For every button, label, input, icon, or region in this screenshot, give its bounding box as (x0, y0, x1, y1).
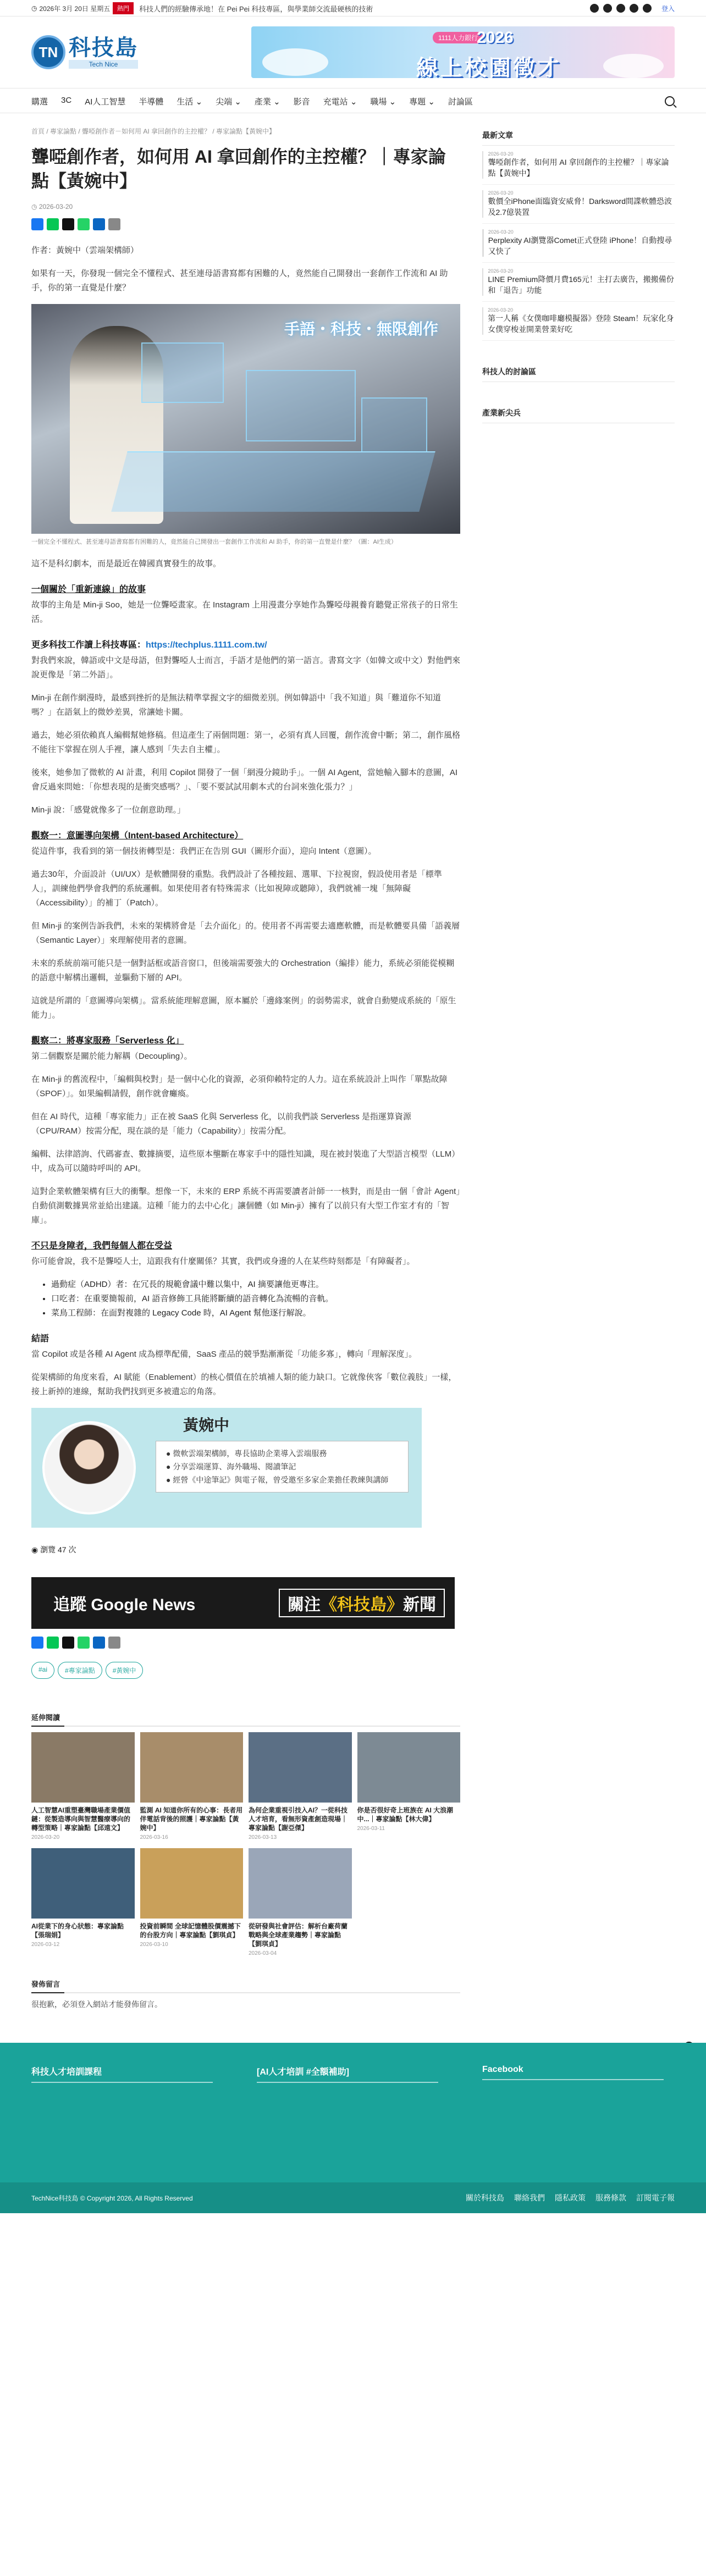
latest-item[interactable] (482, 224, 675, 263)
nav-item[interactable]: 討論區 (448, 97, 473, 107)
latest-date: 2026-03-20 (488, 268, 514, 274)
nav-item[interactable]: 生活 ⌄ (176, 97, 203, 107)
date-display: ◷ 2026年 3月 20日 星期五 (31, 4, 111, 13)
youtube-icon[interactable] (616, 4, 625, 13)
list-item: • 過動症（ADHD）者：在冗長的規範會議中難以集中，AI 摘要讓他更專注。 (51, 1278, 460, 1292)
instagram-icon[interactable] (603, 4, 612, 13)
author-bio: ● 微軟雲端架構師，專長協助企業導入雲端服務 ● 分享雲端運算、海外職場、閱讀筆記 ● 經營《中途筆記》與電子報，曾受邀至多家企業擔任教練與講師 (156, 1441, 409, 1492)
copy-link-icon[interactable] (108, 1637, 120, 1649)
related-date: 2026-03-16 (140, 1834, 168, 1840)
related-thumbnail[interactable] (31, 1732, 135, 1803)
related-date: 2026-03-13 (249, 1834, 277, 1840)
related-date: 2026-03-20 (31, 1834, 60, 1840)
related-title-text[interactable]: 人工智慧AI重塑臺灣職場產業價值鏈：從製造導向與智慧醫療導向的轉型策略｜專家論點【邱遠文】 (31, 1806, 131, 1832)
nav-item[interactable]: 產業 ⌄ (254, 97, 280, 107)
paragraph: 這就是所謂的「意圖導向架構」。當系統能理解意圖，原本屬於「邊緣案例」的弱勢需求，就會自動變成系統的「原生能力」。 (31, 996, 456, 1020)
paragraph: 你可能會說，我不是聾啞人士，這跟我有什麼關係？其實，我們或身邊的人在某些時刻都是「有障礙者」。 (31, 1257, 415, 1266)
related-card[interactable] (140, 1848, 244, 1956)
tag[interactable]: #黃婉中 (106, 1662, 144, 1679)
paragraph: 第二個觀察是關於能力解耦（Decoupling）。 (31, 1052, 192, 1061)
paragraph: 未來的系統前端可能只是一個對話框或語音窗口，但後端需要強大的 Orchestration（編排）能力，系統必須能從模糊的語意中解構出邏輯，並驅動下層的 API。 (31, 959, 455, 982)
related-thumbnail[interactable] (140, 1848, 244, 1919)
section-heading: 觀察一：意圖導向架構（Intent-based Architecture） (31, 831, 244, 841)
facebook-icon[interactable] (590, 4, 599, 13)
related-title-text[interactable]: 監測 AI 知道你所有的心事：長者用伴電話背後的照護｜專家論點【黃婉中】 (140, 1806, 243, 1832)
paragraph: Min-ji 在創作網漫時，最感到挫折的是無法精準掌握文字的細微差別。例如韓語中「我不知道」與「難道你不知道嗎？」在語氣上的微妙差異，常讓她卡關。 (31, 693, 442, 717)
hero-image-text: 手語・科技・無限創作 (284, 320, 438, 338)
banner-title: 線上校園徵才 (416, 56, 561, 78)
paragraph: Min-ji 說：「感覺就像多了一位創意助理。」 (31, 805, 185, 815)
author-avatar (42, 1421, 136, 1514)
related-date: 2026-03-10 (140, 1942, 168, 1948)
latest-date: 2026-03-20 (488, 229, 514, 235)
related-date: 2026-03-04 (249, 1950, 277, 1956)
list-item: • 菜鳥工程師：在面對複雜的 Legacy Code 時，AI Agent 幫他逐行解說。 (51, 1306, 460, 1320)
related-thumbnail[interactable] (249, 1732, 352, 1803)
author-name: 黃婉中 (183, 1417, 230, 1434)
image-caption: 一個完全不懂程式、甚至連母語書寫都有困難的人，竟然能自己開發出一套創作工作流和 AI 助手，你的第一直覺是什麼？（圖：AI生成） (31, 539, 397, 545)
paragraph: 過去30年，介面設計（UI/UX）是軟體開發的重點。我們設計了各種按鈕、選單、下拉視窗，假設使用者是「標準人」，訓練他們學會我們的系統邏輯。如果使用者有特殊需求（比如視障或聽障），我們就補一塊「無障礙（Accessibility）」的補丁（Patch）。 (31, 870, 442, 908)
footer-col-title[interactable]: 科技人才培訓課程 (31, 2065, 213, 2083)
author-card (31, 1408, 422, 1528)
nav-list (31, 96, 473, 107)
footer-link[interactable]: 隱私政策 (555, 2193, 586, 2202)
related-card[interactable] (140, 1732, 244, 1840)
nav-item[interactable]: 專題 ⌄ (409, 97, 435, 107)
section-heading: 不只是身障者，我們每個人都在受益 (31, 1241, 173, 1251)
tag[interactable]: #專家論點 (58, 1662, 102, 1679)
paragraph: 這對企業軟體架構有巨大的衝擊。想像一下，未來的 ERP 系統不再需要讀者計師一一核對，而是由一個「會計 Agent」自動偵測數據異常並給出建議。這種「能力的去中心化」讓個體（如 Min-ji）擁有了以前只有大型工作室才有的「智庫」。 (31, 1187, 460, 1225)
linkedin-share-icon[interactable] (93, 218, 105, 230)
hero-image (31, 304, 460, 534)
footer-col-title[interactable]: [AI人才培訓 #全額補助] (257, 2065, 438, 2083)
banner-sponsor: 1111人力銀行 (433, 32, 483, 43)
related-card[interactable] (249, 1848, 352, 1956)
related-card[interactable] (249, 1732, 352, 1840)
bullet-list (51, 1278, 460, 1320)
line-share-icon[interactable] (47, 1637, 59, 1649)
paragraph: 過去，她必須依賴真人編輯幫她修稿。但這產生了兩個問題：第一，必須有真人回覆，創作流會中斷；第二，創作風格不能往下掌握在別人手裡，讓人感到「失去自主權」。 (31, 731, 461, 754)
related-date: 2026-03-12 (31, 1942, 60, 1948)
promo-heading: 更多科技工作讀上科技專區：https://techplus.1111.com.tw/ (31, 640, 267, 650)
author-line: 作者：黃婉中（雲端架構師） (31, 246, 139, 255)
related-title-text[interactable]: 為何企業重視引技入AI？一從科技人才培育，看無形資產創造現場｜專家論點【謝亞傑】 (249, 1806, 348, 1832)
top-bar (0, 0, 706, 16)
latest-title-text[interactable]: 聾啞創作者，如何用 AI 拿回創作的主控權？｜專家論點【黃婉中】 (488, 158, 669, 178)
logo-name: 科技島 (69, 36, 138, 60)
main-nav (0, 88, 706, 113)
latest-title: 最新文章 (482, 119, 675, 146)
section-heading: 一個關於「重新連線」的故事 (31, 585, 146, 594)
google-news-banner[interactable]: 追蹤 Google News 關注《科技島》新聞 (31, 1577, 455, 1629)
news-ticker[interactable]: 科技人們的經驗傳承地！在 Pei Pei 科技專區，與學業師交流最硬核的技術 (139, 4, 373, 13)
login-link[interactable]: 登入 (661, 4, 675, 13)
nav-item[interactable]: 尖端 ⌄ (216, 97, 241, 107)
line-icon[interactable] (630, 4, 638, 13)
footer-links (466, 2192, 675, 2203)
whatsapp-share-icon[interactable] (78, 1637, 90, 1649)
nav-item[interactable]: 影音 (293, 97, 310, 107)
article-title: 聾啞創作者，如何用 AI 拿回創作的主控權？｜專家論點【黃婉中】 (31, 147, 446, 191)
hot-label: 熱門 (113, 2, 134, 14)
eye-icon: ◉ (31, 1545, 38, 1554)
related-title-text[interactable]: 投資前瞬間 全球記憶體股價震撼下的台股方向｜專家論點【劉琪貞】 (140, 1922, 241, 1939)
banner-year: 2026 (477, 29, 514, 47)
paragraph: 從架構師的角度來看，AI 賦能（Enablement）的核心價值在於填補人類的能力缺口。它就像俠客「數位義肢」一樣，接上新掉的連線，幫助我們找到更多被遺忘的角落。 (31, 1373, 457, 1396)
paragraph: 後來，她參加了微軟的 AI 計畫，利用 Copilot 開發了一個「網漫分鏡助手」。一個 AI Agent，當她輸入腳本的意圖，AI 會反過來問她：「你想表現的是衝突感嗎？」、「要不要試試用劇本式的台詞來強化張力？」 (31, 768, 458, 792)
latest-title-text[interactable]: LINE Premium降價月費165元！主打去廣告，搬搬備份和「退告」功能 (488, 275, 674, 295)
related-card[interactable] (31, 1732, 135, 1840)
latest-item[interactable] (482, 302, 675, 341)
linkedin-share-icon[interactable] (93, 1637, 105, 1649)
latest-item[interactable] (482, 185, 675, 224)
facebook-share-icon[interactable] (31, 218, 43, 230)
discussion-title: 科技人的討論區 (482, 355, 675, 382)
ad-banner[interactable] (251, 26, 675, 78)
paragraph-intro: 如果有一天，你發現一個完全不懂程式、甚至連母語書寫都有困難的人，竟然能自己開發出一套創作工作流和 AI 助手，你的第一直覺是什麼？ (31, 269, 448, 292)
industry-title: 產業新尖兵 (482, 396, 675, 423)
latest-list (482, 146, 675, 341)
related-card[interactable] (357, 1732, 461, 1840)
footer-link[interactable]: 關於科技島 (466, 2193, 504, 2202)
paragraph: 編輯、法律諮詢、代碼審查、數據摘要，這些原本壟斷在專家手中的隱性知識，現在被封裝進了大型語言模型（LLM）中，成為可以隨時呼叫的 API。 (31, 1149, 460, 1173)
nav-item[interactable]: 半導體 (139, 97, 164, 107)
line-share-icon[interactable] (47, 218, 59, 230)
tag-list (31, 1662, 460, 1679)
comments-title: 發佈留言 (31, 1978, 460, 1993)
logo-mark: TN (31, 35, 65, 69)
paragraph: 在 Min-ji 的舊流程中，「編輯與校對」是一個中心化的資源，必須仰賴特定的人力。這在系統設計上叫作「單點故障（SPOF）」。如果編輯請假，創作就會癱瘓。 (31, 1075, 448, 1098)
facebook-share-icon[interactable] (31, 1637, 43, 1649)
related-title-text[interactable]: 從研發與社會評估：解析台廠荷蘭戰略與全球產業趨勢｜專家論點【劉琪貞】 (249, 1922, 348, 1948)
x-share-icon[interactable] (62, 218, 74, 230)
logo-tagline: Tech Nice (69, 60, 138, 69)
search-icon[interactable] (665, 96, 675, 106)
related-thumbnail[interactable] (140, 1732, 244, 1803)
nav-item[interactable]: 3C (61, 95, 72, 105)
paragraph: 當 Copilot 或是各種 AI Agent 成為標準配備，SaaS 產品的競爭點漸漸從「功能多寡」，轉向「理解深度」。 (31, 1350, 417, 1359)
paragraph: 這不是科幻劇本，而是最近在韓國真實發生的故事。 (31, 559, 222, 568)
latest-date: 2026-03-20 (488, 151, 514, 157)
paragraph: 從這件事，我看到的第一個技術轉型是：我們正在告別 GUI（圖形介面），迎向 Intent（意圖）。 (31, 847, 377, 856)
copy-link-icon[interactable] (108, 218, 120, 230)
related-card[interactable] (31, 1848, 135, 1956)
related-title-text[interactable]: AI從業下的身心狀態：專家論點【張瑞娟】 (31, 1922, 124, 1939)
article-content (31, 119, 460, 2032)
social-links (590, 4, 652, 13)
latest-title-text[interactable]: Perplexity AI瀏覽器Comet正式登陸 iPhone！自動搜尋又快了 (488, 236, 672, 256)
share-buttons (31, 218, 460, 230)
nav-item[interactable]: AI人工智慧 (85, 97, 126, 107)
promo-link[interactable]: https://techplus.1111.com.tw/ (146, 640, 267, 650)
related-date: 2026-03-11 (357, 1826, 385, 1832)
latest-item[interactable] (482, 263, 675, 302)
x-icon[interactable] (643, 4, 652, 13)
paragraph: 對我們來說，韓語或中文是母語，但對聾啞人士而言，手語才是他們的第一語言。書寫文字（如韓文或中文）對他們來說更像是「第二外語」。 (31, 656, 461, 679)
paragraph: 但 Min-ji 的案例告訴我們，未來的架構將會是「去介面化」的。使用者不再需要去適應軟體，而是軟體要具備「語義層（Semantic Layer）」來理解使用者的意圖。 (31, 921, 460, 945)
footer-link[interactable]: 服務條款 (595, 2193, 626, 2202)
related-title: 延伸閱讀 (31, 1712, 460, 1727)
article-date: ◷ 2026-03-20 (31, 203, 73, 211)
latest-item[interactable] (482, 146, 675, 185)
paragraph: 但在 AI 時代，這種「專家能力」正在被 SaaS 化與 Serverless 化，以前我們談 Serverless 是指運算資源（CPU/RAM）按需分配，現在談的是「能力（Capability）」按需分配。 (31, 1112, 411, 1136)
latest-date: 2026-03-20 (488, 190, 514, 196)
site-footer (0, 2043, 706, 2213)
whatsapp-share-icon[interactable] (78, 218, 90, 230)
paragraph: 故事的主角是 Min-ji Soo，她是一位聾啞畫家。在 Instagram 上用漫畫分享她作為聾啞母親養育聽覺正常孩子的日常生活。 (31, 600, 458, 624)
nav-item[interactable]: 職場 ⌄ (370, 97, 396, 107)
related-thumbnail[interactable] (249, 1848, 352, 1919)
site-logo[interactable] (31, 35, 196, 69)
sidebar (482, 119, 675, 2032)
comments-section (31, 1978, 460, 2010)
section-heading: 觀察二：將專家服務「Serverless 化」 (31, 1036, 184, 1046)
nav-item[interactable]: 充電站 ⌄ (323, 97, 357, 107)
section-heading: 結語 (31, 1334, 49, 1344)
clock-icon: ◷ (31, 4, 37, 12)
list-item: • 口吃者：在重要簡報前，AI 語音修飾工具能將斷續的語音轉化為流暢的音軌。 (51, 1292, 460, 1306)
footer-col-title[interactable]: Facebook (482, 2065, 664, 2080)
footer-link[interactable]: 聯絡我們 (514, 2193, 545, 2202)
latest-title-text[interactable]: 數價全iPhone面臨資安威脅！Darksword間諜軟體恐波及2.7億裝置 (488, 197, 672, 217)
related-thumbnail[interactable] (357, 1732, 461, 1803)
site-header (0, 16, 706, 88)
view-count: ◉ 瀏覽 47 次 (31, 1545, 76, 1554)
tag[interactable]: #ai (31, 1662, 54, 1679)
comments-notice: 很抱歉，必須登入網站才能發佈留言。 (31, 2000, 162, 2009)
copyright: TechNice科技島 © Copyright 2026, All Rights Reserved (31, 2194, 193, 2202)
latest-date: 2026-03-20 (488, 307, 514, 313)
related-title-text[interactable]: 你是否很好奇上班族在 AI 大浪潮中...｜專家論點【林大偉】 (357, 1806, 454, 1823)
related-thumbnail[interactable] (31, 1848, 135, 1919)
latest-title-text[interactable]: 第一人稱《女僕咖啡廳模擬器》登陸 Steam！玩家化身女僕穿梭並開業營業好吃 (488, 314, 674, 334)
x-share-icon[interactable] (62, 1637, 74, 1649)
related-grid (31, 1732, 460, 1956)
nav-item[interactable]: 購選 (31, 97, 48, 107)
footer-link[interactable]: 訂閱電子報 (636, 2193, 675, 2202)
share-buttons-bottom (31, 1637, 460, 1649)
breadcrumb[interactable]: 首頁 / 專家論點 / 聾啞創作者－如何用 AI 拿回創作的主控權？ / 專家論點【黃婉中】 (31, 128, 276, 135)
